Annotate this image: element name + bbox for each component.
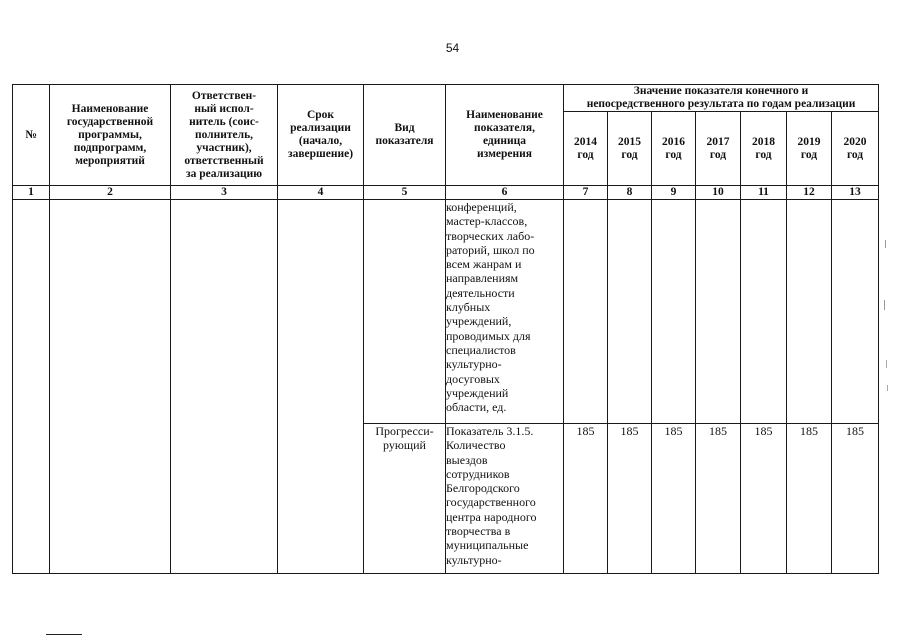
cell-value <box>608 200 652 424</box>
column-number: 1 <box>13 186 50 200</box>
column-number: 8 <box>608 186 652 200</box>
header-year-2016: 2016 год <box>652 112 696 186</box>
header-num: № <box>13 85 50 186</box>
cell-value <box>741 200 787 424</box>
column-number: 10 <box>696 186 741 200</box>
cell-value: 185 <box>564 424 608 574</box>
column-number: 9 <box>652 186 696 200</box>
header-year-2020: 2020 год <box>832 112 879 186</box>
header-year-2014: 2014 год <box>564 112 608 186</box>
scan-mark <box>886 360 887 368</box>
indicators-table <box>12 84 879 574</box>
cell-value: 185 <box>741 424 787 574</box>
header-values-group: Значение показателя конечного и непосредственного результата по годам реализации <box>564 85 879 112</box>
cell-value <box>832 200 879 424</box>
cell-value: 185 <box>652 424 696 574</box>
scan-mark <box>887 385 888 391</box>
cell-value <box>696 200 741 424</box>
cell-num <box>13 200 50 574</box>
cell-value: 185 <box>832 424 879 574</box>
cell-value: 185 <box>787 424 832 574</box>
column-number: 12 <box>787 186 832 200</box>
header-term: Срок реализации (начало, завершение) <box>278 85 364 186</box>
cell-value <box>652 200 696 424</box>
header-year-2017: 2017 год <box>696 112 741 186</box>
header-year-2015: 2015 год <box>608 112 652 186</box>
column-number: 4 <box>278 186 364 200</box>
page-number: 54 <box>445 41 460 55</box>
column-number: 5 <box>364 186 446 200</box>
cell-indicator-type <box>364 200 446 424</box>
cell-indicator-name: Показатель 3.1.5. Количество выездов сотрудников Белгородского государственного центра народного творчества в муниципальные культурно- <box>446 424 564 574</box>
cell-indicator-name: конференций, мастер-классов, творческих лабо- раторий, школ по всем жанрам и направлениям деятельности клубных учреждений, проводимых для специалистов культурно- досуговых учреждений области, ед. <box>446 200 564 424</box>
column-number: 7 <box>564 186 608 200</box>
column-number: 2 <box>50 186 171 200</box>
header-year-2019: 2019 год <box>787 112 832 186</box>
header-responsible: Ответствен- ный испол- нитель (соис- полнитель, участник), ответственный за реализацию <box>171 85 278 186</box>
header-indicator-type: Вид показателя <box>364 85 446 186</box>
cell-responsible <box>171 200 278 574</box>
header-year-2018: 2018 год <box>741 112 787 186</box>
column-number: 6 <box>446 186 564 200</box>
cell-term <box>278 200 364 574</box>
cell-program <box>50 200 171 574</box>
cell-value: 185 <box>608 424 652 574</box>
scan-mark <box>46 634 82 635</box>
cell-value <box>787 200 832 424</box>
scan-mark <box>884 300 885 310</box>
column-number: 13 <box>832 186 879 200</box>
cell-value <box>564 200 608 424</box>
header-indicator-name: Наименование показателя, единица измерения <box>446 85 564 186</box>
column-number: 11 <box>741 186 787 200</box>
header-program: Наименование государственной программы, подпрограмм, мероприятий <box>50 85 171 186</box>
cell-value: 185 <box>696 424 741 574</box>
cell-indicator-type: Прогресси- рующий <box>364 424 446 574</box>
scan-mark <box>885 240 886 248</box>
column-number: 3 <box>171 186 278 200</box>
